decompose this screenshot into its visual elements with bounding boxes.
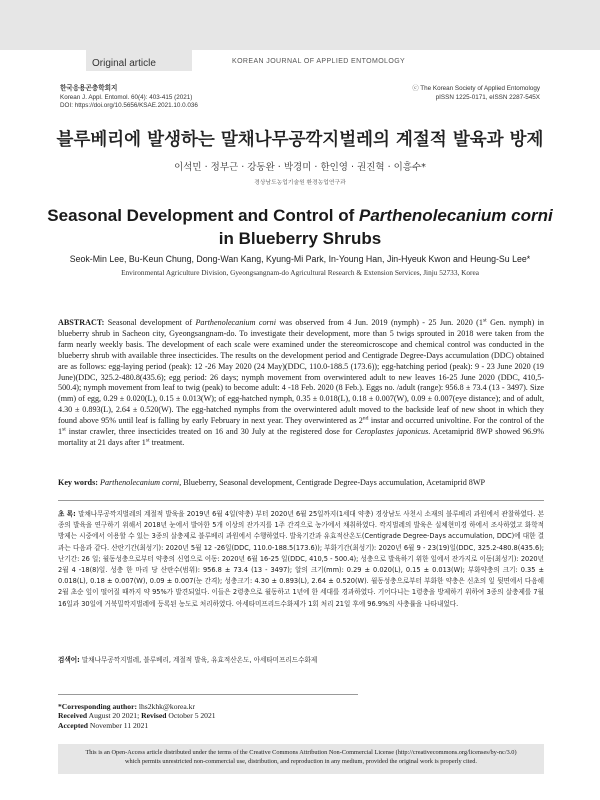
citation: Korean J. Appl. Entomol. 60(4): 403-415 (2021): [60, 93, 193, 101]
abstract-text: instar crawler, three insecticides treated on 16 and 30 July at the registered dose for: [65, 427, 356, 437]
abstract-text: Gen. nymph) in blueberry shrub in Sacheon city, Gyeongsangnam-do. To investigate their development, more than 5 twigs sprouted in 2018 were taken from the farm nearly weekly basis. The development of each scale were examined under the stereomicroscope and chemical control was conducted in the blueberry shrub with available three insecticides. The results on the development period and Centigrade Degree-Days accumulation (DDC) obtained are as follows: egg-laying period (peak): 12 -26 May 2020 (24 May)(DDC, 110.0-188.5 (173.6)); egg-hatching period (peak): 9 - 23 June 2020 (19 June)(DDC, 325.2-480.8(435.6); egg period: 26 days; nymph movement from overwintered adult to new leaves 16-25 June 2020 (DDC, 410,5-500.4); nymph movement from leaf to twig (peak) to become adult: 4 -18 Feb. 2020 (8 Feb.). Eggs no. /adult (range): 956.8 ± 73.4 (13 - 3497). Size (mm) of egg, 0.29 ± 0.020(L), 0.15 ± 0.013(W); of egg-hatched nymph, 0.35 ± 0.018(L), 0.18 ± 0.007(W), 0.09 ± 0.007(eye distance); and of adult, 4.30 ± 0.893(L), 2.64 ± 0.520(W). The egg-hatched nymphs from the overwintered adult moved to the backside leaf of new shoot in which they found above 95% until leaf is falling by early February in next year. They overwintered as 2: [58, 318, 544, 426]
received-revised: [58, 711, 358, 720]
title-line2: in Blueberry Shrubs: [218, 229, 382, 248]
korean-abstract-text: 말채나무공깍지벌레의 계절적 발육을 2019년 6월 4일(약충) 부터 2020년 6월 25일까지(1세대 약충) 경상남도 사천시 소재의 블루베리 과원에서 관찰하였다. 본 종의 발육을 연구하기 위해서 2018년 눈에서 발아한 5개 이상의 잔가지를 1주 간격으로 농가에서 채취하였다. 깍지벌레의 발육은 실체현미경 하에서 조사하였고 화학적 방제는 시중에서 이용할 수 있는 3종의 살충제로 블루베리 과원에서 수행하였다. 발육기간과 유효적산온도(Centigrade Degree-Days accumulation, DDC)에 대한 결과는 다음과 같다. 산란기간(최성기): 2020년 5월 12 -26일(DDC, 110.0-188.5(173.6)); 부화기간(최성기): 2020년 6월 9 - 23(19)일(DDC, 325.2-480.8(435.6); 난기간: 26 일; 월동성충으로부터 약충의 신엽으로 이동: 2020년 6월 16-25 일(DDC, 410,5 - 500.4); 성충으로 발육하기 위한 잎에서 잔가지로 이동(최성기): 2020년 2월 4 -18(8)일. 성충 한 마리 당 산란수(범위): 956.8 ± 73.4 (13 - 3497); 알의 크기(mm): 0.29 ± 0.020(L), 0.15 ± 0.013(W); 부화약충의 크기: 0.35 ± 0.018(L), 0.18 ± 0.007(W), 0.09 ± 0.007(눈 간격); 성충크기: 4.30 ± 0.893(L), 2.64 ± 0.520(W). 월동성충으로부터 부화한 약충은 신초의 잎 뒷면에서 다음해 2월 초순 잎이 떨어질 때까지 약 95%가 발견되었다. 이들은 2령충으로 월동하고 1년에 한 세대를 경과하였다. 기어다니는 1령충을 방제하기 위하여 3종의 살충제를 7월 16일과 30일에 거북밀깍지벌레에 등록된 농도로 처리하였다. 아세타미프리드수화제가 1회 처리 21일 후에 96.9%의 사충률을 나타내었다.: [58, 510, 545, 608]
superscript: st: [482, 317, 487, 324]
title-species: Parthenolecanium corni: [359, 206, 553, 225]
divider: [58, 500, 544, 501]
keywords: [58, 478, 544, 489]
keywords-species: Parthenolecanium corni: [99, 478, 180, 487]
revised-date: October 5 2021: [166, 711, 216, 721]
header-band: [0, 0, 600, 50]
article-type: Original article: [92, 58, 156, 69]
abstract-text: treatment.: [149, 437, 185, 447]
accepted: [58, 721, 358, 730]
english-title: [0, 204, 600, 250]
citation-block: [60, 85, 320, 111]
korean-abstract-label: 초 록:: [58, 510, 76, 518]
keywords-label: Key words:: [58, 478, 98, 487]
accepted-date: November 11 2021: [87, 720, 149, 730]
title-prefix: Seasonal Development and Control of: [47, 206, 360, 225]
korean-affiliation: 경상남도농업기술원 환경농업연구과: [254, 180, 346, 186]
issn: pISSN 1225-0171, eISSN 2287-545X: [435, 93, 540, 101]
license-line-2: which permits unrestricted non-commercial use, distribution, and reproduction in any medium, provided the original work is properly cited.: [124, 758, 477, 765]
accepted-label: Accepted: [58, 720, 88, 730]
english-affiliation: Environmental Agriculture Division, Gyeongsangnam-do Agricultural Research & Extension Services, Jinju 52733, Korea: [121, 268, 479, 277]
open-access-notice: [58, 744, 544, 774]
received-label: Received: [58, 711, 88, 721]
abstract-text: instar and occurred univoltine. For the control of the 1: [58, 416, 544, 437]
corresponding-author: [58, 702, 358, 711]
corresponding-label: *Corresponding author:: [58, 702, 137, 711]
doi-link[interactable]: DOI: https://doi.org/10.5656/KSAE.2021.10.0.036: [60, 102, 198, 110]
korean-keywords-label: 검색어:: [58, 656, 80, 664]
corresponding-email[interactable]: lhs2khk@korea.kr: [136, 702, 196, 711]
abstract-text: Seasonal development of: [104, 318, 196, 327]
footnote-divider: [58, 694, 358, 695]
journal-name: KOREAN JOURNAL OF APPLIED ENTOMOLOGY: [232, 58, 406, 65]
superscript: st: [62, 426, 66, 433]
abstract: [58, 318, 544, 449]
abstract-text: was observed from 4 Jun. 2019 (nymph) - 25 Jun. 2020 (1: [276, 318, 483, 327]
copyright-block: [340, 85, 540, 102]
abstract-label: ABSTRACT:: [58, 318, 105, 327]
abstract-text: . Acetamiprid 8WP showed 96.9% mortality at 21 days after 1: [58, 427, 544, 447]
korean-journal-name: 한국응용곤충학회지: [60, 85, 118, 92]
correspondence-block: [58, 702, 358, 730]
korean-keywords-text: 말채나무공깍지벌레, 블루베리, 계절적 발육, 유효적산온도, 아세타미프리드수화제: [79, 656, 318, 664]
superscript: nd: [362, 415, 369, 422]
abstract-species: Parthenolecanium corni: [195, 318, 276, 327]
received-date: August 20 2021;: [87, 711, 142, 721]
abstract-species: Ceroplastes japonicus: [355, 427, 429, 437]
english-authors: Seok-Min Lee, Bu-Keun Chung, Dong-Wan Kang, Kyung-Mi Park, In-Young Han, Jin-Hyeuk Kwon and Heung-Su Lee*: [69, 254, 531, 264]
copyright: ⓒ The Korean Society of Applied Entomology: [412, 85, 540, 92]
license-line-1: This is an Open-Access article distributed under the terms of the Creative Commons Attribution Non-Commercial License (http://creativecommons.org/licenses/by-nc/3.0): [85, 749, 517, 756]
korean-keywords: [58, 655, 544, 665]
korean-abstract: [58, 509, 544, 610]
korean-title: 블루베리에 발생하는 말채나무공깍지벌레의 계절적 발육과 방제: [56, 130, 544, 150]
revised-label: Revised: [141, 711, 167, 721]
keywords-text: , Blueberry, Seasonal development, Centigrade Degree-Days accumulation, Acetamiprid 8WP: [179, 478, 486, 487]
superscript: st: [145, 437, 150, 444]
korean-authors: 이석민 · 정부근 · 강동완 · 박경미 · 한인영 · 권진혁 · 이흥수*: [174, 162, 426, 173]
